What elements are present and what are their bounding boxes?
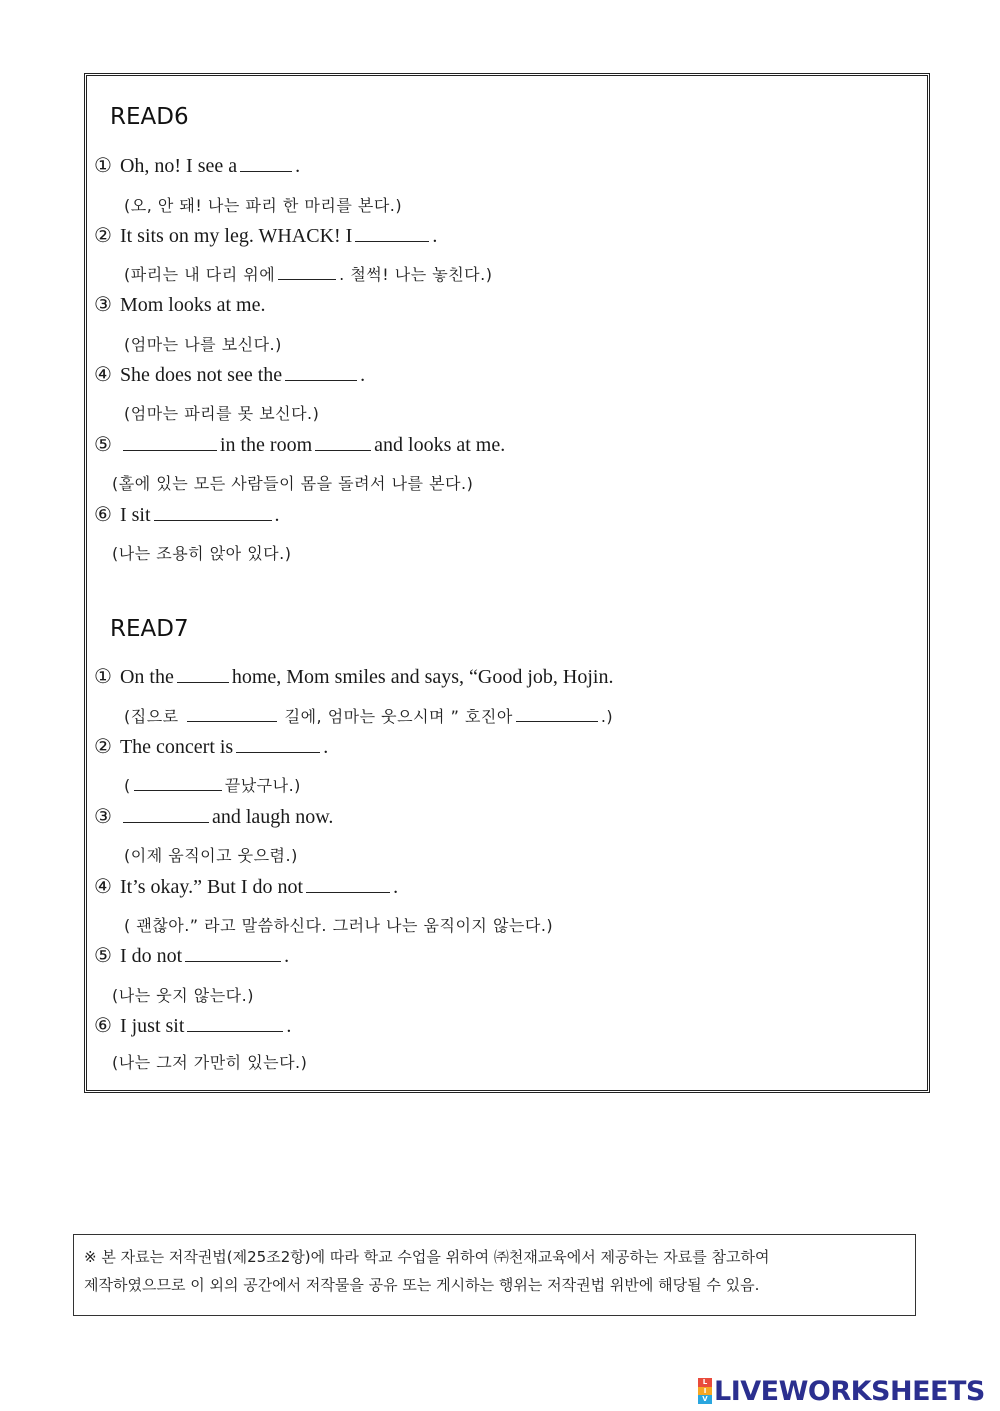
answer-blank[interactable] <box>315 434 371 451</box>
answer-blank[interactable] <box>187 705 277 722</box>
read6-item-4: ④ She does not see the . <box>94 364 366 386</box>
answer-blank[interactable] <box>123 806 209 823</box>
answer-blank[interactable] <box>123 434 217 451</box>
answer-blank[interactable] <box>285 364 357 381</box>
read6-item-3: ③ Mom looks at me. <box>94 294 266 316</box>
read7-title: READ7 <box>110 616 189 642</box>
read7-item-6: ⑥ I just sit . <box>94 1015 292 1037</box>
read6-translation-3: (엄마는 나를 보신다.) <box>124 335 282 354</box>
read6-translation-5: (홀에 있는 모든 사람들이 몸을 돌려서 나를 본다.) <box>112 474 474 493</box>
answer-blank[interactable] <box>278 263 336 280</box>
answer-blank[interactable] <box>236 736 320 753</box>
answer-blank[interactable] <box>187 1015 283 1032</box>
answer-blank[interactable] <box>185 945 281 962</box>
notice-line-1: ※ 본 자료는 저작권법(제25조2항)에 따라 학교 수업을 위하여 ㈜천재교육에서 제공하는 자료를 참고하여 <box>84 1248 770 1266</box>
read7-item-3: ③ and laugh now. <box>94 806 334 828</box>
read7-item-5: ⑤ I do not . <box>94 945 290 967</box>
answer-blank[interactable] <box>154 504 272 521</box>
logo-text: LIVEWORKSHEETS <box>714 1375 985 1407</box>
read7-translation-3: (이제 움직이고 웃으렴.) <box>124 846 298 865</box>
liveworksheets-logo[interactable] <box>698 1376 985 1406</box>
read7-item-1: ① On the home, Mom smiles and says, “Good job, Hojin. <box>94 666 614 688</box>
read6-translation-1: (오, 안 돼! 나는 파리 한 마리를 본다.) <box>124 196 403 215</box>
read7-translation-4: ( 괜찮아.” 라고 말씀하신다. 그러나 나는 움직이지 않는다.) <box>124 916 554 935</box>
read7-translation-1: (집으로 길에, 엄마는 웃으시며 ” 호진아 .) <box>124 707 614 726</box>
read6-translation-6: (나는 조용히 앉아 있다.) <box>112 544 292 563</box>
read6-title: READ6 <box>110 104 189 130</box>
read7-item-2: ② The concert is . <box>94 736 329 758</box>
answer-blank[interactable] <box>134 774 222 791</box>
copyright-notice <box>73 1234 916 1316</box>
notice-line-2: 제작하였으므로 이 외의 공간에서 저작물을 공유 또는 게시하는 행위는 저작권법 위반에 해당될 수 있음. <box>84 1276 760 1294</box>
answer-blank[interactable] <box>355 225 429 242</box>
read6-item-5: ⑤ in the room and looks at me. <box>94 434 506 456</box>
read7-translation-5: (나는 웃지 않는다.) <box>112 986 254 1005</box>
read6-item-1: ① Oh, no! I see a . <box>94 155 301 177</box>
read6-item-2: ② It sits on my leg. WHACK! I . <box>94 225 438 247</box>
answer-blank[interactable] <box>240 155 292 172</box>
read6-item-6: ⑥ I sit . <box>94 504 280 526</box>
logo-mark-icon: L I V <box>698 1378 712 1404</box>
read7-item-4: ④ It’s okay.” But I do not . <box>94 876 399 898</box>
answer-blank[interactable] <box>306 876 390 893</box>
read6-translation-4: (엄마는 파리를 못 보신다.) <box>124 404 320 423</box>
answer-blank[interactable] <box>177 666 229 683</box>
answer-blank[interactable] <box>516 705 598 722</box>
read7-translation-2: ( 끝났구나.) <box>124 776 301 795</box>
read7-translation-6: (나는 그저 가만히 있는다.) <box>112 1053 308 1072</box>
read6-translation-2: (파리는 내 다리 위에 . 철썩! 나는 놓친다.) <box>124 265 493 284</box>
